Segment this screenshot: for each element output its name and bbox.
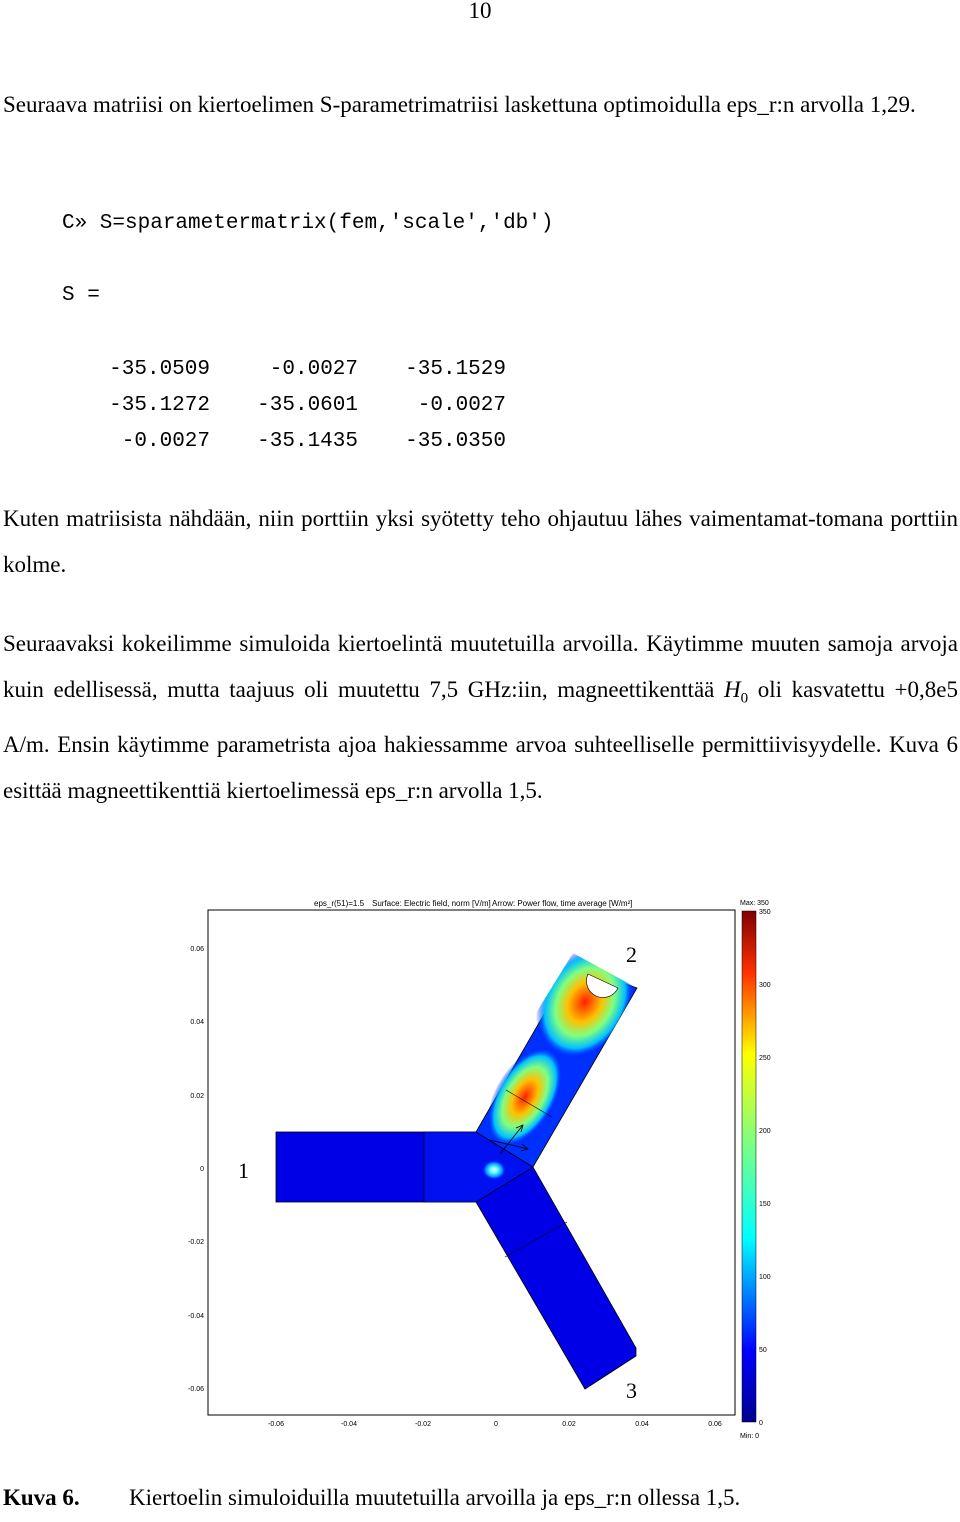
code-command: C» S=sparametermatrix(fem,'scale','db') — [62, 212, 554, 235]
paragraph-text: Seuraavaksi kokeilimme simuloida kiertoelintä muutetuilla arvoilla. Käytimme muuten samoja arvoja kuin edellisessä, mutta taajuus oli muutettu 7,5 GHz:iin, magneettikenttää — [3, 631, 958, 702]
matrix-cell: -35.1435 — [257, 430, 358, 453]
h-symbol: H — [724, 677, 741, 702]
colorbar — [742, 911, 756, 1422]
colorbar-min: Min: 0 — [740, 1433, 760, 1440]
colorbar-tick: 300 — [759, 982, 771, 989]
x-tick-label: 0.06 — [708, 1421, 722, 1428]
y-tick-label: -0.02 — [188, 1239, 204, 1246]
colorbar-tick: 50 — [759, 1347, 767, 1354]
matrix-cell: -35.1529 — [405, 358, 506, 381]
matrix-row — [62, 352, 506, 388]
x-tick-label: 0.02 — [562, 1421, 576, 1428]
y-tick-label: -0.04 — [188, 1313, 204, 1320]
matrix-cell: -35.0601 — [257, 394, 358, 417]
matrix-cell: -35.0350 — [405, 430, 506, 453]
colorbar-tick: 150 — [759, 1201, 771, 1208]
port-label-3: 3 — [626, 1378, 637, 1403]
colorbar-tick: 250 — [759, 1055, 771, 1062]
figure-header-surface: Surface: Electric field, norm [V/m] — [372, 899, 491, 908]
x-tick-label: -0.02 — [415, 1421, 431, 1428]
colorbar-max: Max: 350 — [740, 900, 769, 907]
colorbar-tick: 350 — [759, 909, 771, 916]
x-tick-label: -0.06 — [268, 1421, 284, 1428]
matrix-cell: -35.0509 — [109, 358, 210, 381]
matrix-cell: -0.0027 — [417, 394, 506, 417]
y-tick-label: -0.06 — [188, 1386, 204, 1393]
colorbar-tick: 200 — [759, 1128, 771, 1135]
matrix-cell: -0.0027 — [121, 430, 210, 453]
simulation-figure — [180, 892, 800, 1452]
matrix-row — [62, 388, 506, 424]
colorbar-tick: 100 — [759, 1274, 771, 1281]
s-matrix — [62, 352, 506, 460]
y-tick-label: 0.04 — [190, 1019, 204, 1026]
code-result-label: S = — [62, 284, 100, 307]
y-tick-label: 0 — [200, 1166, 204, 1173]
paragraph-intro: Seuraava matriisi on kiertoelimen S-parametrimatriisi laskettuna optimoidulla eps_r:n arvolla 1,29. — [3, 92, 916, 117]
page-number: 10 — [468, 0, 492, 23]
caption-label: Kuva 6. — [3, 1485, 80, 1510]
x-tick-label: -0.04 — [341, 1421, 357, 1428]
figure-header-arrow: Arrow: Power flow, time average [W/m²] — [492, 899, 633, 908]
matrix-cell: -35.1272 — [109, 394, 210, 417]
caption-text: Kiertoelin simuloiduilla muutetuilla arvoilla ja eps_r:n ollessa 1,5. — [129, 1485, 741, 1510]
y-tick-label: 0.02 — [190, 1093, 204, 1100]
x-tick-label: 0.04 — [635, 1421, 649, 1428]
field-hotspot-center — [482, 1160, 506, 1180]
x-tick-label: 0 — [494, 1421, 498, 1428]
h-subscript: 0 — [740, 690, 749, 707]
port-label-1: 1 — [238, 1158, 249, 1183]
paragraph-result: Kuten matriisista nähdään, niin porttiin yksi syötetty teho ohjautuu lähes vaimentamat-tomana porttiin kolme. — [3, 506, 958, 577]
port-label-2: 2 — [626, 942, 637, 967]
figure-caption — [3, 1485, 740, 1511]
figure-header-param: eps_r(51)=1.5 — [314, 899, 365, 908]
matrix-row — [62, 424, 506, 460]
paragraph-text: oli kasvatettu +0,8e5 A/m. Ensin käytimme parametrista ajoa hakiessamme arvoa suhteelliselle permittiivisyydelle. Kuva 6 esittää magneettikenttiä kiertoelimessä eps_r:n arvolla 1,5. — [3, 677, 958, 803]
colorbar-tick: 0 — [759, 1420, 763, 1427]
paragraph-experiment — [3, 621, 958, 814]
y-tick-label: 0.06 — [190, 946, 204, 953]
matrix-cell: -0.0027 — [269, 358, 358, 381]
